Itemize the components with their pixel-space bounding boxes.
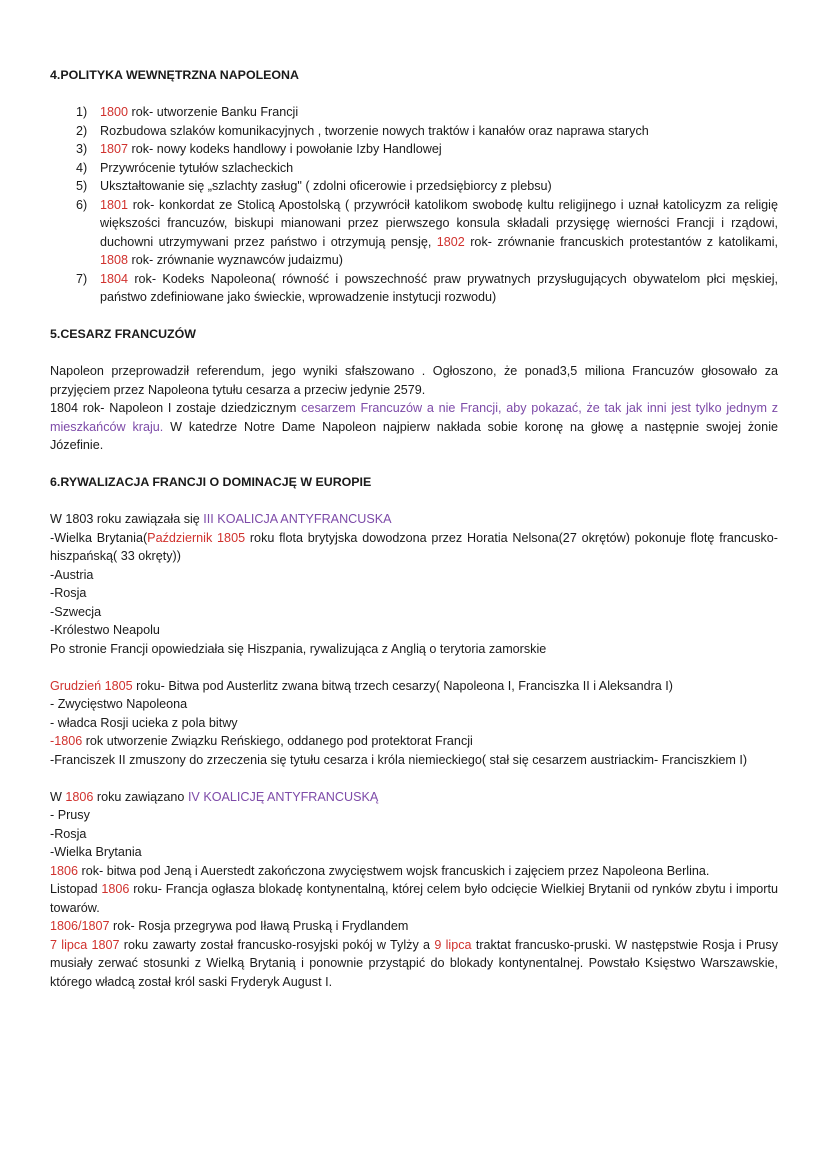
document-page xyxy=(50,66,778,991)
text-run: roku flota brytyjska dowodzona przez Horatia Nelsona(27 okrętów) pokonuje flotę francusko-hiszpańską( 33 okręty)) xyxy=(50,530,778,563)
term-highlight: III KOALICJA ANTYFRANCUSKA xyxy=(203,512,392,526)
text-run: -Rosja xyxy=(50,826,87,841)
text-line xyxy=(50,936,778,992)
text-run: Po stronie Francji opowiedziała się Hiszpania, rywalizująca z Anglią o terytoria zamorskie xyxy=(50,641,547,656)
text-run: Rozbudowa szlaków komunikacyjnych , tworzenie nowych traktów i kanałów oraz naprawa starych xyxy=(100,123,649,138)
text-run: rok- zrównanie francuskich protestantów z katolikami, xyxy=(464,234,778,249)
section-6-block-1 xyxy=(50,510,778,658)
list-item xyxy=(50,140,778,159)
text-line xyxy=(50,695,778,714)
text-line xyxy=(50,751,778,770)
text-run: W xyxy=(50,789,66,804)
text-line xyxy=(50,843,778,862)
date-highlight: 1807 xyxy=(100,142,129,156)
text-run: - władca Rosji ucieka z pola bitwy xyxy=(50,715,238,730)
text-line xyxy=(50,529,778,566)
text-line xyxy=(50,732,778,751)
text-line xyxy=(50,917,778,936)
text-run: -Franciszek II zmuszony do zrzeczenia się tytułu cesarza i króla niemieckiego( stał się cesarzem austriackim- Franciszkiem I) xyxy=(50,752,748,767)
term-highlight: cesarzem Francuzów a nie Francji, aby pokazać, że tak jak inni jest tylko jednym z mieszkańców kraju. xyxy=(50,401,778,434)
text-run: Przywrócenie tytułów szlacheckich xyxy=(100,160,294,175)
date-highlight: 1808 xyxy=(100,253,129,267)
text-line xyxy=(50,714,778,733)
text-run: rok- Kodeks Napoleona( równość i powszechność praw prywatnych przysługujących obywatelom płci męskiej, państwo zdefiniowane jako świeckie, wprowadzenie instytucji rozwodu) xyxy=(100,271,778,304)
section-6-block-3 xyxy=(50,788,778,992)
text-run: Napoleon przeprowadził referendum, jego wyniki sfałszowano . Ogłoszono, że ponad3,5 miliona Francuzów głosowało za przyjęciem przez Napoleona tytułu cesarza a przeciw jedynie 2579. xyxy=(50,364,778,397)
date-highlight: 9 lipca xyxy=(434,937,472,952)
text-run: Ukształtowanie się „szlachty zasług" ( zdolni oficerowie i przedsiębiorcy z plebsu) xyxy=(100,179,552,193)
section-5-title: 5.CESARZ FRANCUZÓW xyxy=(50,327,196,341)
section-6-title: 6.RYWALIZACJA FRANCJI O DOMINACJĘ W EUROPIE xyxy=(50,475,372,489)
term-highlight: IV KOALICJĘ ANTYFRANCUSKĄ xyxy=(187,789,379,804)
date-highlight: 1804 xyxy=(100,271,129,286)
list-item xyxy=(50,196,778,270)
text-run: -Szwecja xyxy=(50,604,102,619)
list-number: 4) xyxy=(76,160,88,175)
list-item xyxy=(50,159,778,178)
text-run: -Rosja xyxy=(50,586,87,600)
text-line xyxy=(50,806,778,825)
text-run: rok- utworzenie Banku Francji xyxy=(128,105,299,119)
text-run: rok- bitwa pod Jeną i Auerstedt zakończona zwycięstwem wojsk francuskich i zajęciem przez Napoleona Berlina. xyxy=(78,863,710,878)
date-highlight: -1806 xyxy=(50,734,83,748)
text-run: traktat francusko-pruski. W następstwie Rosja i Prusy musiały zerwać stosunki z Wielką Brytanią i ponownie przystąpić do blokady kontynentalnej. Powstało Księstwo Warszawskie, którego władcą został król saski Fryderyk August I. xyxy=(50,937,779,989)
list-item xyxy=(50,270,778,307)
text-line xyxy=(50,621,778,640)
text-run: W 1803 roku zawiązała się xyxy=(50,512,204,526)
date-highlight: 1801 xyxy=(100,197,129,212)
text-run: - Prusy xyxy=(50,808,90,822)
date-highlight: 1806 xyxy=(101,882,130,896)
text-run: roku zawiązano xyxy=(93,789,188,804)
date-highlight: 1806/1807 xyxy=(50,919,110,933)
date-highlight: 1806 xyxy=(65,789,94,804)
text-run: -Królestwo Neapolu xyxy=(50,623,160,637)
text-line xyxy=(50,640,778,659)
text-run: rok- Rosja przegrywa pod Iławą Pruską i Frydlandem xyxy=(109,919,409,933)
text-run: W katedrze Notre Dame Napoleon najpierw nakłada sobie koronę na głowę a następnie swojej żonie Józefinie. xyxy=(50,419,778,452)
text-run: rok- nowy kodeks handlowy i powołanie Izby Handlowej xyxy=(128,142,442,156)
date-highlight: 1806 xyxy=(50,863,79,878)
text-run: -Wielka Brytania xyxy=(50,845,142,859)
text-line xyxy=(50,862,778,881)
text-line xyxy=(50,566,778,585)
text-run: - Zwycięstwo Napoleona xyxy=(50,697,188,711)
list-item xyxy=(50,103,778,122)
list-item xyxy=(50,122,778,141)
text-run: roku zawarty został francusko-rosyjski pokój w Tylży a xyxy=(119,937,435,952)
text-line xyxy=(50,603,778,622)
date-highlight: 1800 xyxy=(100,105,129,119)
section-5-paragraph-1 xyxy=(50,362,778,399)
list-number: 2) xyxy=(76,123,88,138)
text-line xyxy=(50,880,778,917)
date-highlight: 7 lipca 1807 xyxy=(50,937,120,952)
text-line xyxy=(50,677,778,696)
text-run: rok- zrównanie wyznawców judaizmu) xyxy=(128,253,343,267)
section-5-paragraph-2 xyxy=(50,399,778,455)
list-number: 5) xyxy=(76,179,88,193)
text-run: roku- Francja ogłasza blokadę kontynentalną, której celem było odcięcie Wielkiej Brytanii od rynków zbytu i importu towarów. xyxy=(50,882,778,915)
text-line xyxy=(50,788,778,807)
text-run: -Austria xyxy=(50,567,94,582)
text-line xyxy=(50,584,778,603)
list-number: 1) xyxy=(76,105,88,119)
section-6-block-2 xyxy=(50,677,778,770)
section-4-list xyxy=(50,103,778,307)
text-run: -Wielka Brytania( xyxy=(50,530,148,545)
list-number: 6) xyxy=(76,197,88,212)
list-item xyxy=(50,177,778,196)
text-run: Listopad xyxy=(50,882,102,896)
date-highlight: Grudzień 1805 xyxy=(50,678,133,693)
text-run: rok utworzenie Związku Reńskiego, oddanego pod protektorat Francji xyxy=(82,734,473,748)
list-number: 3) xyxy=(76,142,88,156)
text-run: rok- konkordat ze Stolicą Apostolską ( przywrócił katolikom swobodę kultu religijnego i uznał katolicyzm za religię większości francuzów, biskupi mianowani przez pierwszego konsula składali przysięgę wierności Francji i rządowi, duchowni utrzymywani przez państwo i otrzymują pensję, xyxy=(100,197,778,249)
date-highlight: 1802 xyxy=(436,234,465,249)
date-highlight: Październik 1805 xyxy=(147,530,246,545)
section-4-title: 4.POLITYKA WEWNĘTRZNA NAPOLEONA xyxy=(50,68,299,82)
text-line xyxy=(50,510,778,529)
list-number: 7) xyxy=(76,271,88,286)
text-line xyxy=(50,825,778,844)
text-run: roku- Bitwa pod Austerlitz zwana bitwą trzech cesarzy( Napoleona I, Franciszka II i Aleksandra I) xyxy=(132,678,673,693)
text-run: 1804 rok- Napoleon I zostaje dziedzicznym xyxy=(50,401,302,415)
